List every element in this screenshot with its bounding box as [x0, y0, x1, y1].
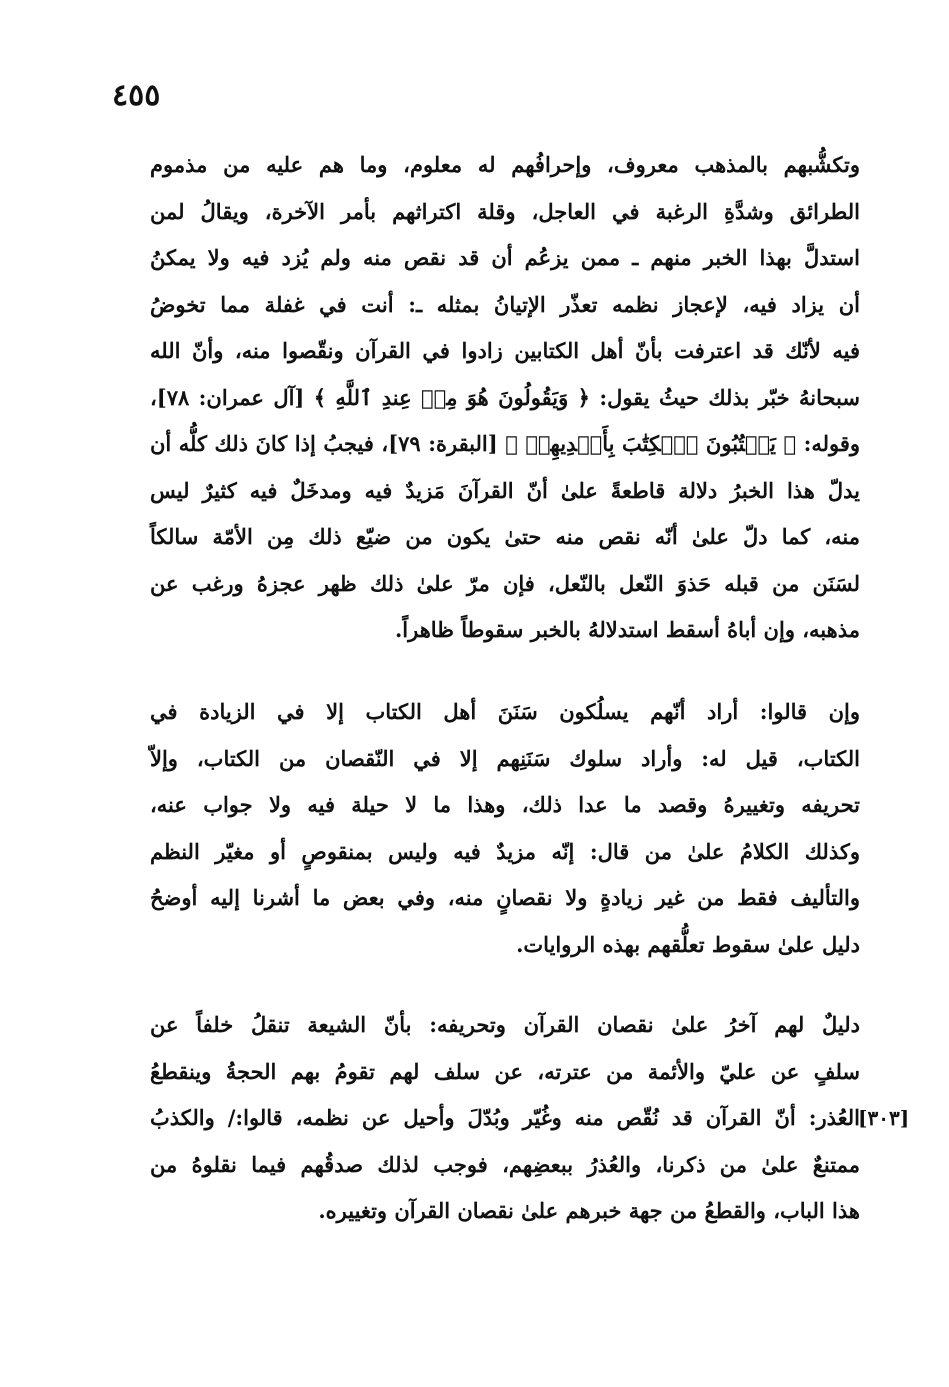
- text-line: أن يزاد فيه، لإعجاز نظمه تعذّر الإتيانُ بمثله ـ: أنت في غفلة مما تخوضُ: [150, 291, 860, 317]
- text-line: والتأليف فقط من غير زيادةٍ ولا نقصانٍ منه، وفي بعض ما أشرنا إليه أوضحُ: [150, 885, 860, 910]
- text-line: فيه لأنّك قد اعترفت بأنّ أهل الكتابين زادوا في القرآن ونقّصوا منه، وأنّ الله: [150, 338, 860, 363]
- paragraph-1: [150, 142, 860, 654]
- text-line: العُذر: أنّ القرآن قد نُقّص منه وغُيّر وبُدّلَ وأحيل عن نظمه، قالوا:/ والكذبُ: [150, 1105, 860, 1130]
- text-line: وكذلك الكلامُ علىٰ من قال: إنّه مزيدٌ فيه وليس بمنقوصٍ أو مغيّر النظم: [150, 838, 860, 864]
- text-line: دليلٌ لهم آخرُ علىٰ نقصان القرآن وتحريفه: بأنّ الشيعة تنقلُ خلفاً عن: [150, 1012, 860, 1037]
- manuscript-folio-reference: [٣٠٣]: [858, 1106, 910, 1130]
- text-line: وقوله: ﴿ يَكۡتُبُونَ ٱلۡكِتَٰبَ بِأَيۡدِيهِمۡ ﴾ [البقرة: ٧٩]، فيجبُ إذا كانَ ذلك كلُّه أن: [150, 431, 861, 456]
- text-line: يدلّ هذا الخبرُ دلالة قاطعةً علىٰ أنّ القرآنَ مَزيدٌ فيه ومدخَلٌ فيه كثيرٌ ليس: [150, 477, 860, 503]
- text-line: وإن قالوا: أراد أنّهم يسلُكون سَنَنَ أهل الكتاب إلا في الزيادة في: [150, 699, 860, 724]
- text-line: استدلَّ بهذا الخبر منهم ـ ممن يزعُم أن قد نقص منه ولم يُزد فيه ولا يمكنُ: [150, 245, 860, 270]
- text-line: لسَنَن من قبله حَذوَ النّعل بالنّعل، فإن مرّ علىٰ ذلك ظهر عجزهُ ورغب عن: [150, 570, 860, 596]
- text-line: تحريفه وتغييرهُ وقصد ما عدا ذلك، وهذا ما لا حيلة فيه ولا جواب عنه،: [150, 792, 860, 817]
- text-line: دليل علىٰ سقوط تعلُّقهم بهذه الروايات.: [516, 931, 860, 957]
- text-line: الطرائق وشدَّةِ الرغبة في العاجل، وقلة اكتراثهم بأمر الآخرة، ويقالُ لمن: [150, 198, 860, 224]
- text-line: سلفٍ عن عليّ والأئمة من عترته، عن سلف لهم تقومُ بهم الحجةُ وينقطعُ: [150, 1058, 860, 1084]
- text-line: مذهبه، وإن أباهُ أسقط استدلالهُ بالخبر سقوطاً ظاهراً.: [394, 617, 860, 642]
- text-line: الكتاب، قيل له: وأراد سلوك سَنَنِهم إلا في النّقصان من الكتاب، وإلاّ: [150, 745, 860, 771]
- text-line: ممتنعٌ علىٰ من ذكرنا، والعُذرُ ببعضِهم، فوجب لذلك صدقُهم فيما نقلوهُ من: [150, 1151, 860, 1177]
- page-number: ٤٥٥: [112, 78, 161, 113]
- text-line: منه، كما دلّ علىٰ أنّه نقص منه حتىٰ يكون من ضيّع ذلك مِن الأمّة سالكاً: [150, 524, 860, 549]
- text-line: وتكشُّبهم بالمذهب معروف، وإحرافُهم له معلوم، وما هم عليه من مذموم: [150, 152, 860, 177]
- paragraph-2: [150, 689, 860, 968]
- text-line: سبحانهُ خبّر بذلك حيثُ يقول: ﴿ وَيَقُولُونَ هُوَ مِنۡ عِندِ ٱللَّهِ ﴾ [آل عمران: ٧٨]،: [150, 384, 860, 410]
- text-line: هذا الباب، والقطعُ من جهة خبرهم علىٰ نقصان القرآن وتغييره.: [318, 1198, 860, 1223]
- paragraph-3: [150, 1002, 860, 1235]
